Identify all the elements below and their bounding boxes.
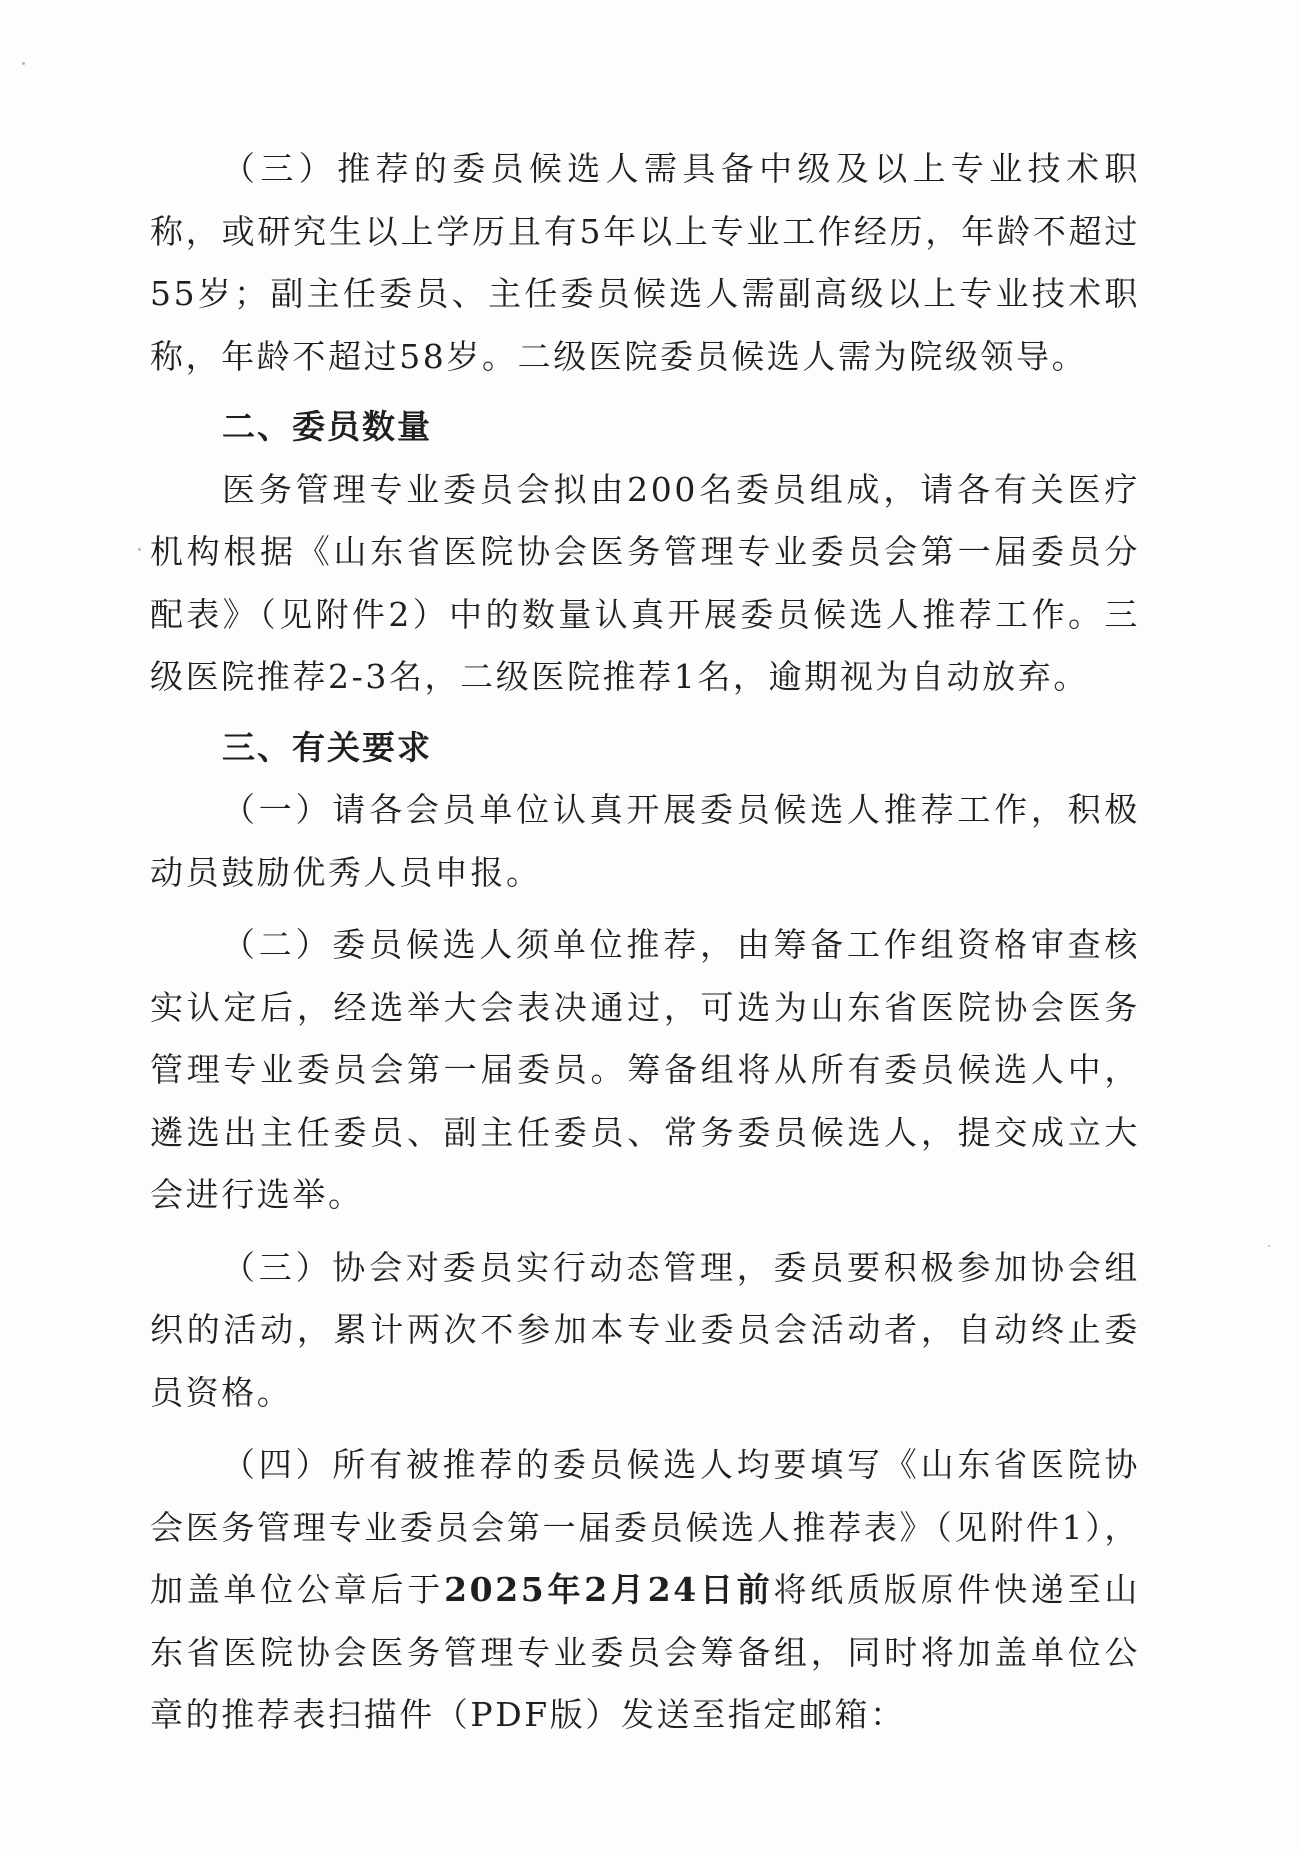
paragraph-member-count: 医务管理专业委员会拟由200名委员组成，请各有关医疗机构根据《山东省医院协会医务管理专业委员会第一届委员分配表》（见附件2）中的数量认真开展委员候选人推荐工作。三级医院推荐2-3名，二级医院推荐1名，逾期视为自动放弃。 [150,469,1140,696]
paragraph-candidate-qualifications: （三）推荐的委员候选人需具备中级及以上专业技术职称，或研究生以上学历且有5年以上专业工作经历，年龄不超过55岁；副主任委员、主任委员候选人需副高级以上专业技术职称，年龄不超过58岁。二级医院委员候选人需为院级领导。 [150,149,1140,376]
requirement-4-text-part2: 将纸质版原件快递至山东省医院协会医务管理专业委员会筹备组，同时将加盖单位公章的推荐表扫描件（PDF版）发送至指定邮箱： [150,1570,1140,1734]
section-heading-member-count: 二、委员数量 [222,407,432,446]
document-body [150,138,1140,1747]
scan-speck [22,62,25,65]
scan-speck [138,548,141,551]
submission-deadline: 2025年2月24日前 [444,1570,774,1609]
paragraph-requirement-1: （一）请各会员单位认真开展委员候选人推荐工作，积极动员鼓励优秀人员申报。 [150,790,1140,892]
scan-speck [1268,1245,1270,1247]
paragraph-requirement-3: （三）协会对委员实行动态管理，委员要积极参加协会组织的活动，累计两次不参加本专业委员会活动者，自动终止委员资格。 [150,1247,1140,1412]
requirement-4-text-part1: （四）所有被推荐的委员候选人均要填写《山东省医院协会医务管理专业委员会第一届委员候选人推荐表》（见附件1），加盖单位公章后于 [150,1445,1140,1609]
section-heading-requirements: 三、有关要求 [222,727,432,767]
paragraph-requirement-2: （二）委员候选人须单位推荐，由筹备工作组资格审查核实认定后，经选举大会表决通过，可选为山东省医院协会医务管理专业委员会第一届委员。筹备组将从所有委员候选人中，遴选出主任委员、副主任委员、常务委员候选人，提交成立大会进行选举。 [150,925,1140,1214]
paragraph-requirement-4 [150,1434,1140,1747]
